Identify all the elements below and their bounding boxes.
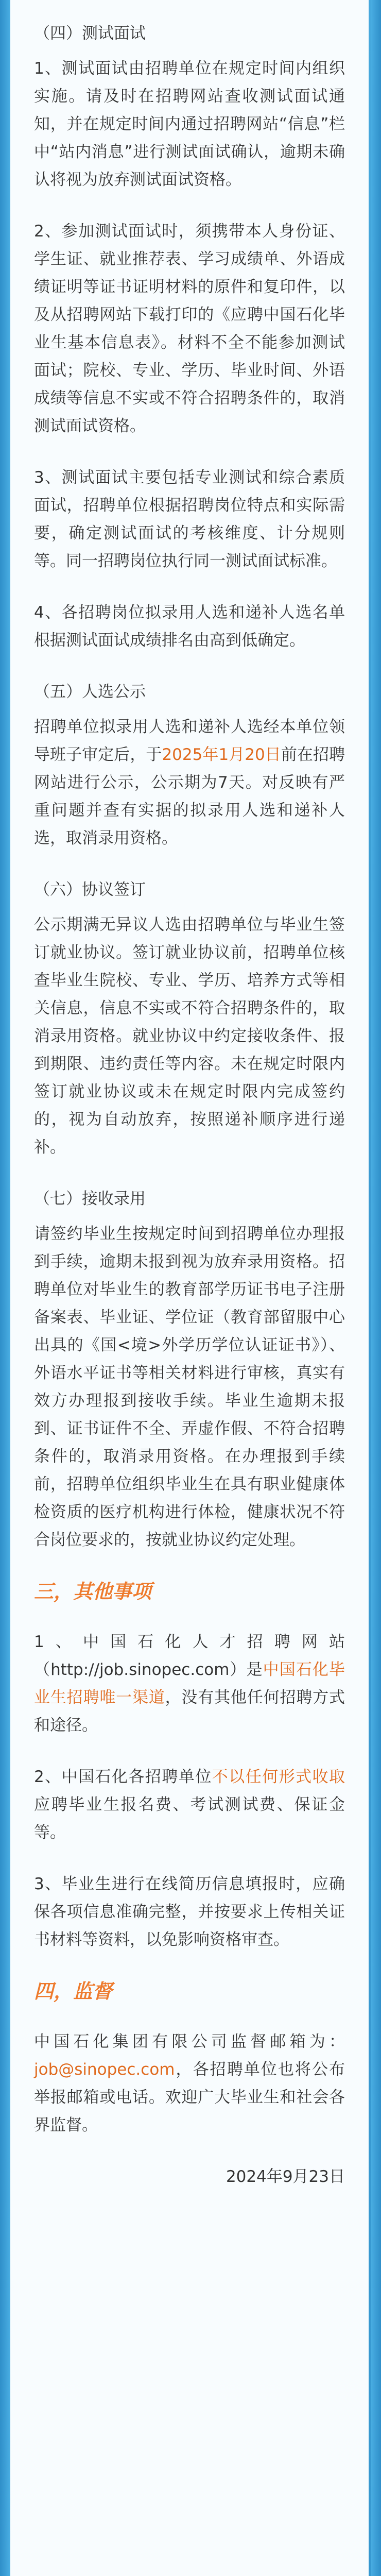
supervision-text-a: 中国石化集团有限公司监督邮箱为： [34,2032,345,2051]
section-heading-onboarding: （七）接收录用 [34,1190,146,1208]
onboarding-paragraph: 请签约毕业生按规定时间到招聘单位办理报到手续，逾期未报到视为放弃录用资格。招聘单位对毕业生的教育部学历证书电子注册备案表、毕业证、学位证（教育部留服中心出具的《国<境>外学历学位认证证书》）、外语水平证书等相关材料进行审核，真实有效方办理报到接收手续。毕业生逾期未报到、证书证件不全、弄虚作假、不符合招聘条件的，取消录用资格。在办理报到手续前，招聘单位组织毕业生在具有职业健康体检资质的医疗机构进行体检，健康状况不符合岗位要求的，按就业协议约定处理。 [34,1225,345,1549]
other-paragraph-3: 3、毕业生进行在线简历信息填报时，应确保各项信息准确完整，并按要求上传相关证书材料等资料，以免影响资格审查。 [34,1875,345,1949]
other-highlight-channel: 中国石化毕业生招聘唯一渠道 [34,1660,345,1707]
publicity-deadline-date: 2025年1月20日 [162,745,281,764]
interview-paragraph-2: 2、参加测试面试时，须携带本人身份证、学生证、就业推荐表、学习成绩单、外语成绩证明等证书证明材料的原件和复印件，以及从招聘网站下载打印的《应聘中国石化毕业生基本信息表》。材料不全不能参加测试面试；院校、专业、学历、毕业时间、外语成绩等信息不实或不符合招聘条件的，取消测试面试资格。 [34,222,345,435]
supervision-text-b: ，各招聘单位也将公布举报邮箱或电话。欢迎广大毕业生和社会各界监督。 [34,2060,345,2134]
other-text-b: ，没有其他任何招聘方式和途径。 [34,1688,345,1735]
other-paragraph-1 [34,1628,345,1739]
other2-highlight-fees: 不以任何形式收取 [212,1768,345,1786]
publicity-text-a: 招聘单位拟录用人选和递补人选经本单位领导班子审定后，于 [34,718,345,764]
section-title-supervision: 四，监督 [34,1980,113,2003]
publish-date: 2024年9月23日 [226,2167,345,2186]
notice-card [10,0,369,2576]
section-title-other-matters: 三，其他事项 [34,1580,152,1603]
publicity-paragraph [34,713,345,852]
frame-right-border [371,0,381,2576]
interview-paragraph-4: 4、各招聘岗位拟录用人选和递补人选名单根据测试面试成绩排名由高到低确定。 [34,603,345,650]
other2-text-a: 2、中国石化各招聘单位 [34,1768,212,1786]
other-paragraph-2 [34,1763,345,1846]
agreement-paragraph: 公示期满无异议人选由招聘单位与毕业生签订就业协议。签订就业协议前，招聘单位核查毕业生院校、专业、学历、培养方式等相关信息，信息不实或不符合招聘条件的，取消录用资格。就业协议中约定接收条件、报到期限、违约责任等内容。未在规定时限内签订就业协议或未在规定时限内完成签约的，视为自动放弃，按照递补顺序进行递补。 [34,916,345,1157]
supervision-email-link[interactable]: job@sinopec.com [34,2060,175,2079]
interview-paragraph-1: 1、测试面试由招聘单位在规定时间内组织实施。请及时在招聘网站查收测试面试通知，并在规定时间内通过招聘网站“信息”栏中“站内消息”进行测试面试确认，逾期未确认将视为放弃测试面试资格。 [34,59,345,189]
supervision-paragraph [34,2028,345,2139]
other2-text-b: 应聘毕业生报名费、考试测试费、保证金等。 [34,1795,345,1842]
publicity-text-b: 前在招聘网站进行公示，公示期为7天。对反映有严重问题并查有实据的拟录用人选和递补人选，取消录用资格。 [34,745,345,848]
interview-paragraph-3: 3、测试面试主要包括专业测试和综合素质面试，招聘单位根据招聘岗位特点和实际需要，确定测试面试的考核维度、计分规则等。同一招聘岗位执行同一测试面试标准。 [34,468,345,570]
section-heading-interview: （四）测试面试 [34,24,146,43]
frame-left-border [0,0,10,2576]
other-text-a: 1、中国石化人才招聘网站（http://job.sinopec.com）是 [34,1633,345,1679]
section-heading-publicity: （五）人选公示 [34,683,146,701]
section-heading-agreement: （六）协议签订 [34,880,146,899]
